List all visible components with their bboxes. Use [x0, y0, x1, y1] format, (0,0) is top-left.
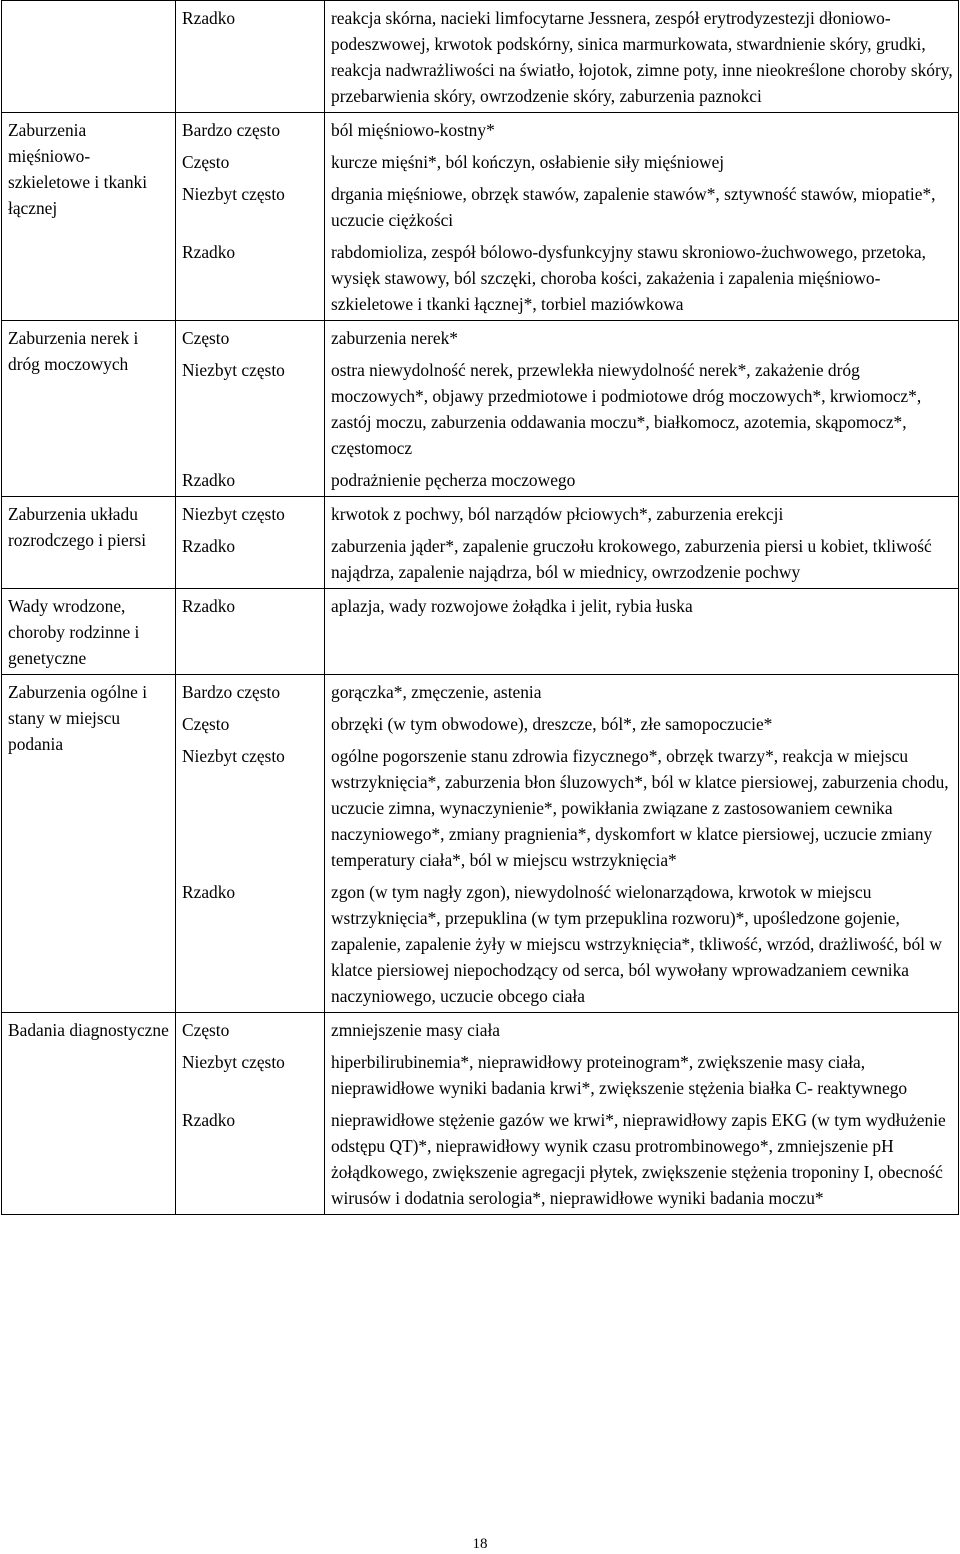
adverse-reaction-list: ból mięśniowo-kostny*	[331, 120, 495, 140]
frequency-cell	[176, 1013, 325, 1215]
adverse-reactions-cell	[325, 1, 959, 113]
frequency-label: Niezbyt często	[182, 746, 285, 766]
frequency-label: Często	[182, 152, 230, 172]
frequency-label: Rzadko	[182, 882, 236, 902]
adverse-reaction-list: gorączka*, zmęczenie, astenia	[331, 682, 542, 702]
system-organ-class-label: Wady wrodzone, choroby rodzinne i genetyczne	[8, 596, 140, 668]
frequency-label: Rzadko	[182, 596, 236, 616]
system-organ-class-cell	[2, 675, 176, 1013]
adverse-reaction-list: reakcja skórna, nacieki limfocytarne Jessnera, zespół erytrodyzestezji dłoniowo-podeszwowej, krwotok podskórny, sinica marmurkowata, stwardnienie skóry, grudki, reakcja nadwrażliwości na światło, łojotok, zimne poty, inne nieokreślone choroby skóry, przebarwienia skóry, owrzodzenie skóry, zaburzenia paznokci	[331, 8, 953, 106]
adverse-reactions-cell	[325, 1013, 959, 1215]
frequency-cell	[176, 497, 325, 589]
frequency-cell	[176, 321, 325, 497]
system-organ-class-label: Zaburzenia układu rozrodczego i piersi	[8, 504, 147, 550]
system-organ-class-cell	[2, 1013, 176, 1215]
frequency-label: Niezbyt często	[182, 184, 285, 204]
adverse-reactions-table-body	[2, 1, 959, 1215]
system-organ-class-label: Zaburzenia mięśniowo-szkieletowe i tkanki łącznej	[8, 120, 148, 218]
adverse-reaction-list: obrzęki (w tym obwodowe), dreszcze, ból*, złe samopoczucie*	[331, 714, 773, 734]
table-row	[2, 589, 959, 675]
system-organ-class-cell	[2, 589, 176, 675]
adverse-reactions-cell	[325, 675, 959, 1013]
frequency-label: Często	[182, 714, 230, 734]
adverse-reaction-list: drgania mięśniowe, obrzęk stawów, zapalenie stawów*, sztywność stawów, miopatie*, uczucie ciężkości	[331, 184, 936, 230]
table-row	[2, 1, 959, 113]
adverse-reactions-cell	[325, 321, 959, 497]
table-row	[2, 113, 959, 321]
frequency-label: Rzadko	[182, 8, 236, 28]
adverse-reactions-cell	[325, 113, 959, 321]
system-organ-class-label: Zaburzenia nerek i dróg moczowych	[8, 328, 139, 374]
adverse-reaction-list: hiperbilirubinemia*, nieprawidłowy proteinogram*, zwiększenie masy ciała, nieprawidłowe wyniki badania krwi*, zwiększenie stężenia białka C- reaktywnego	[331, 1052, 908, 1098]
frequency-label: Często	[182, 1020, 230, 1040]
adverse-reactions-table	[1, 0, 959, 1215]
frequency-label: Często	[182, 328, 230, 348]
adverse-reaction-list: nieprawidłowe stężenie gazów we krwi*, nieprawidłowy zapis EKG (w tym wydłużenie odstępu QT)*, nieprawidłowy wynik czasu protrombinowego*, zmniejszenie pH żołądkowego, zwiększenie agregacji płytek, zwiększenie stężenia troponiny I, obecność wirusów i dodatnia serologia*, nieprawidłowe wyniki badania moczu*	[331, 1110, 946, 1208]
table-row	[2, 1013, 959, 1215]
frequency-label: Rzadko	[182, 1110, 236, 1130]
adverse-reaction-list: aplazja, wady rozwojowe żołądka i jelit, rybia łuska	[331, 596, 693, 616]
system-organ-class-cell	[2, 1, 176, 113]
system-organ-class-label: Zaburzenia ogólne i stany w miejscu podania	[8, 682, 148, 754]
system-organ-class-cell	[2, 321, 176, 497]
adverse-reaction-list: zaburzenia jąder*, zapalenie gruczołu krokowego, zaburzenia piersi u kobiet, tkliwość najądrza, zapalenie najądrza, ból w miednicy, owrzodzenie pochwy	[331, 536, 932, 582]
adverse-reaction-list: ogólne pogorszenie stanu zdrowia fizycznego*, obrzęk twarzy*, reakcja w miejscu wstrzyknięcia*, zaburzenia błon śluzowych*, ból w klatce piersiowej, zaburzenia chodu, uczucie zimna, wynaczynienie*, powikłania związane z zastosowaniem cewnika naczyniowego*, zmiany pragnienia*, dyskomfort w klatce piersiowej, uczucie zmiany temperatury ciała*, ból w miejscu wstrzyknięcia*	[331, 746, 949, 870]
frequency-cell	[176, 589, 325, 675]
frequency-label: Rzadko	[182, 536, 236, 556]
frequency-cell	[176, 675, 325, 1013]
adverse-reaction-list: podrażnienie pęcherza moczowego	[331, 470, 576, 490]
adverse-reaction-list: kurcze mięśni*, ból kończyn, osłabienie siły mięśniowej	[331, 152, 725, 172]
table-row	[2, 321, 959, 497]
adverse-reaction-list: ostra niewydolność nerek, przewlekła niewydolność nerek*, zakażenie dróg moczowych*, objawy przedmiotowe i podmiotowe dróg moczowych*, krwiomocz*, zastój moczu, zaburzenia oddawania moczu*, białkomocz, azotemia, skąpomocz*, częstomocz	[331, 360, 922, 458]
adverse-reaction-list: rabdomioliza, zespół bólowo-dysfunkcyjny stawu skroniowo-żuchwowego, przetoka, wysięk stawowy, ból szczęki, choroba kości, zakażenia i zapalenia mięśniowo-szkieletowe i tkanki łącznej*, torbiel maziówkowa	[331, 242, 927, 314]
frequency-label: Rzadko	[182, 470, 236, 490]
adverse-reactions-cell	[325, 497, 959, 589]
frequency-label: Niezbyt często	[182, 1052, 285, 1072]
system-organ-class-cell	[2, 113, 176, 321]
frequency-label: Bardzo często	[182, 120, 281, 140]
frequency-label: Niezbyt często	[182, 360, 285, 380]
table-row	[2, 675, 959, 1013]
frequency-cell	[176, 1, 325, 113]
frequency-label: Niezbyt często	[182, 504, 285, 524]
system-organ-class-label: Badania diagnostyczne	[8, 1020, 169, 1040]
page-number: 18	[472, 1536, 488, 1552]
table-row	[2, 497, 959, 589]
adverse-reaction-list: zmniejszenie masy ciała	[331, 1020, 500, 1040]
system-organ-class-cell	[2, 497, 176, 589]
frequency-label: Rzadko	[182, 242, 236, 262]
adverse-reactions-cell	[325, 589, 959, 675]
adverse-reaction-list: zaburzenia nerek*	[331, 328, 458, 348]
adverse-reaction-list: krwotok z pochwy, ból narządów płciowych*, zaburzenia erekcji	[331, 504, 784, 524]
adverse-reaction-list: zgon (w tym nagły zgon), niewydolność wielonarządowa, krwotok w miejscu wstrzyknięcia*, przepuklina (w tym przepuklina rozworu)*, upośledzone gojenie, zapalenie, zapalenie żyły w miejscu wstrzyknięcia*, tkliwość, wrzód, drażliwość, ból w klatce piersiowej niepochodzący od serca, ból wywołany wprowadzaniem cewnika naczyniowego, uczucie obcego ciała	[331, 882, 942, 1006]
frequency-label: Bardzo często	[182, 682, 281, 702]
frequency-cell	[176, 113, 325, 321]
